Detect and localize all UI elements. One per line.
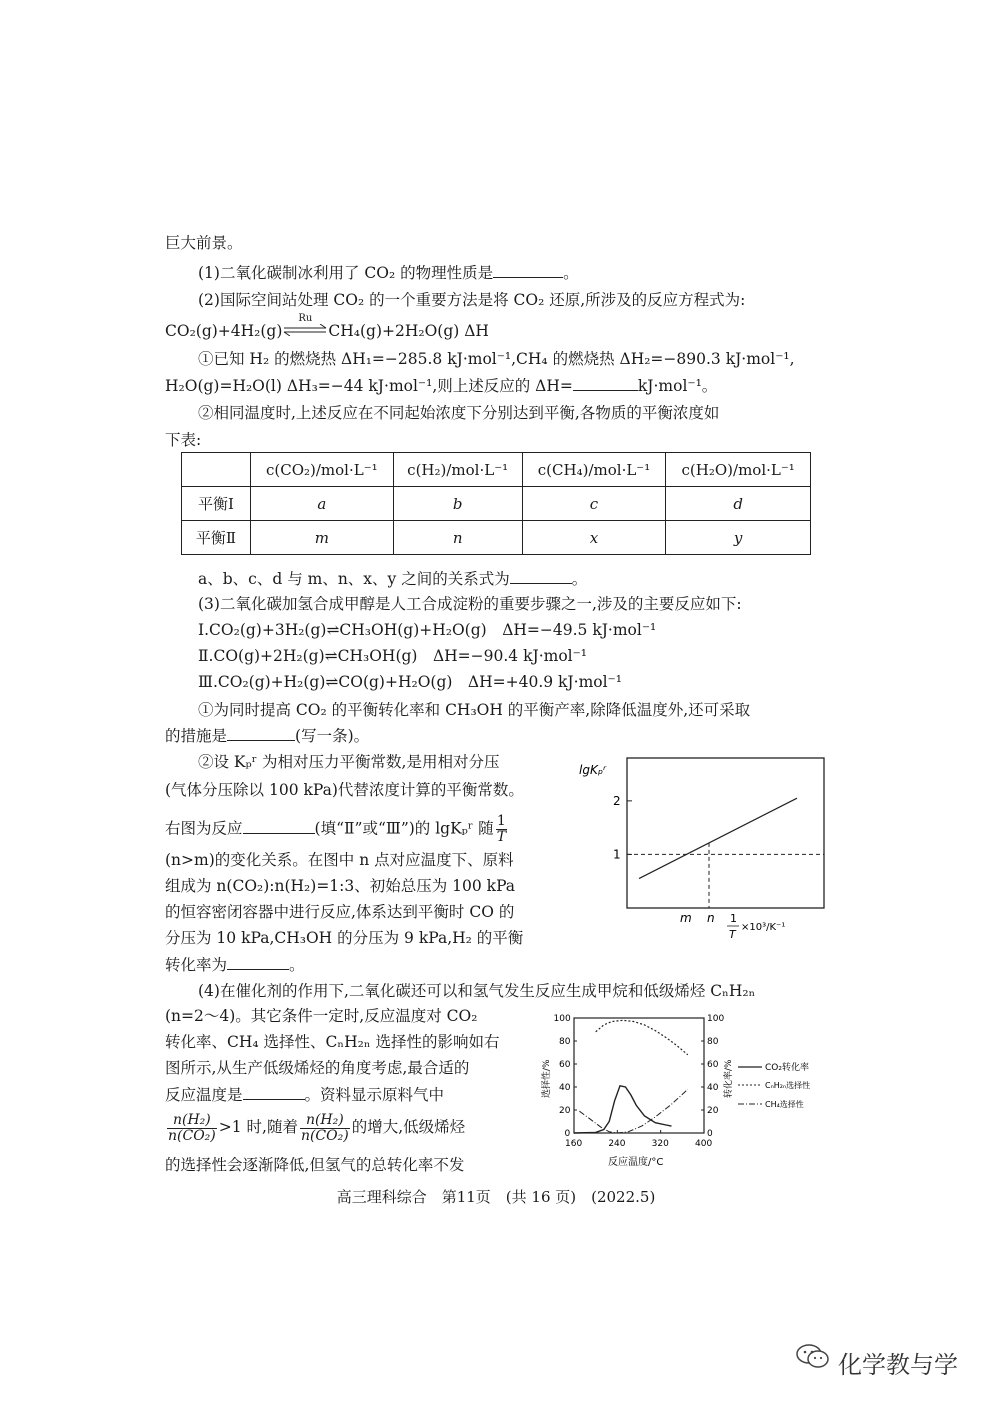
series-ch4-selectivity: [579, 1089, 687, 1133]
table-row: [182, 487, 811, 521]
table-cell: y: [666, 521, 811, 555]
text-line: 图所示,从生产低级烯烃的角度考虑,最合适的: [165, 1059, 470, 1077]
question-1: (1)二氧化碳制冰利用了 CO₂ 的物理性质是 。: [198, 264, 579, 282]
equilibrium-table: [181, 452, 811, 555]
question-3-1: 的措施是 (写一条)。: [165, 727, 370, 745]
answer-blank-6[interactable]: [227, 954, 289, 970]
table-cell: n: [393, 521, 522, 555]
y-tick-label-left: 40: [559, 1083, 571, 1093]
legend-item: CH₄选择性: [765, 1100, 804, 1109]
x-tick-label: 320: [651, 1139, 669, 1149]
question-2-2: a、b、c、d 与 m、n、x、y 之间的关系式为 。: [198, 570, 588, 588]
question-2-1: H₂O(g)=H₂O(l) ΔH₃=−44 kJ·mol⁻¹,则上述反应的 ΔH= kJ·mol⁻¹。: [165, 377, 718, 395]
x-label-num: 1: [730, 912, 737, 925]
equation-main: CO₂(g)+4H₂(g) Ru CH₄(g)+2H₂O(g) ΔH: [165, 313, 489, 340]
question-2-intro: (2)国际空间站处理 CO₂ 的一个重要方法是将 CO₂ 还原,所涉及的反应方程式为:: [198, 291, 746, 309]
x-mark-m: m: [680, 911, 692, 925]
question-4: 反应温度是 。资料显示原料气中: [165, 1086, 445, 1104]
question-3-2: 右图为反应 (填“Ⅱ”或“Ⅲ”)的 lgKₚʳ 随 $\frac{1}{T}$: [165, 813, 507, 845]
legend-item: CₙH₂ₙ选择性: [765, 1081, 811, 1090]
text-line: ②相同温度时,上述反应在不同起始浓度下分别达到平衡,各物质的平衡浓度如: [198, 404, 720, 422]
text-line: 的恒容密闭容器中进行反应,体系达到平衡时 CO 的: [165, 903, 515, 921]
table-cell: c(CO₂)/mol·L⁻¹: [251, 453, 394, 487]
table-header-row: [182, 453, 811, 487]
y-tick-label-right: 0: [707, 1129, 713, 1139]
text-line: (n>m)的变化关系。在图中 n 点对应温度下、原料: [165, 851, 514, 869]
x-tick-label: 240: [608, 1139, 626, 1149]
x-tick-label: 160: [565, 1139, 583, 1149]
answer-blank-4[interactable]: [227, 725, 295, 741]
temperature-chart: [540, 1008, 830, 1173]
answer-blank-5[interactable]: [243, 818, 315, 834]
wechat-icon: [795, 1342, 831, 1370]
text-line: ②设 Kₚʳ 为相对压力平衡常数,是用相对分压: [198, 753, 500, 771]
y-tick-label-right: 20: [707, 1106, 719, 1116]
reaction-3: Ⅲ.CO₂(g)+H₂(g)⇌CO(g)+H₂O(g) ΔH=+40.9 kJ·mol⁻¹: [198, 673, 622, 691]
answer-blank-7[interactable]: [243, 1084, 305, 1100]
y-axis-label: lgKₚʳ: [579, 763, 607, 777]
table-cell: x: [522, 521, 666, 555]
text-line: 的选择性会逐渐降低,但氢气的总转化率不发: [165, 1156, 465, 1174]
y-tick-label-right: 80: [707, 1037, 719, 1047]
text-line: (n=2～4)。其它条件一定时,反应温度对 CO₂: [165, 1007, 478, 1025]
right-axis-label: 转化率/%: [724, 1059, 734, 1098]
table-cell: 平衡Ⅰ: [182, 487, 251, 521]
text-line: 分压为 10 kPa,CH₃OH 的分压为 9 kPa,H₂ 的平衡: [165, 929, 524, 947]
question-3-intro: (3)二氧化碳加氢合成甲醇是人工合成淀粉的重要步骤之一,涉及的主要反应如下:: [198, 595, 742, 613]
table-cell: b: [393, 487, 522, 521]
table-row: [182, 521, 811, 555]
reaction-1: Ⅰ.CO₂(g)+3H₂(g)⇌CH₃OH(g)+H₂O(g) ΔH=−49.5 kJ·mol⁻¹: [198, 621, 657, 639]
y-tick-label-left: 100: [553, 1014, 571, 1024]
table-cell: c(H₂O)/mol·L⁻¹: [666, 453, 811, 487]
text-line: 巨大前景。: [165, 234, 243, 252]
table-cell: 平衡Ⅱ: [182, 521, 251, 555]
text-line: 下表:: [165, 431, 202, 449]
lgkp-chart: [575, 750, 830, 945]
question-3-2-end: 转化率为 。: [165, 956, 305, 974]
table-cell: c(CH₄)/mol·L⁻¹: [522, 453, 666, 487]
y-tick-label-left: 60: [559, 1060, 571, 1070]
question-4-intro: (4)在催化剂的作用下,二氧化碳还可以和氢气发生反应生成甲烷和低级烯烃 CₙH₂ₙ: [198, 982, 756, 1000]
x-axis-label: 反应温度/°C: [608, 1157, 664, 1168]
text-line: 组成为 n(CO₂):n(H₂)=1:3、初始总压为 100 kPa: [165, 877, 516, 895]
plot-frame: [627, 758, 824, 908]
text-line: (气体分压除以 100 kPa)代替浓度计算的平衡常数。: [165, 781, 524, 799]
answer-blank-2[interactable]: [573, 375, 638, 391]
table-cell: c: [522, 487, 666, 521]
table-cell: c(H₂)/mol·L⁻¹: [393, 453, 522, 487]
x-mark-n: n: [707, 911, 715, 925]
lgkp-line: [639, 798, 797, 878]
y-tick-label: 2: [613, 793, 621, 808]
watermark-text: 化学教与学: [838, 1351, 958, 1379]
plot-frame: [574, 1018, 704, 1133]
y-tick-label-left: 80: [559, 1037, 571, 1047]
legend-item: CO₂转化率: [765, 1063, 809, 1073]
answer-blank-3[interactable]: [510, 568, 572, 584]
text-line: ①为同时提高 CO₂ 的平衡转化率和 CH₃OH 的平衡产率,除降低温度外,还可采取: [198, 701, 751, 719]
reaction-2: Ⅱ.CO(g)+2H₂(g)⇌CH₃OH(g) ΔH=−90.4 kJ·mol⁻¹: [198, 647, 587, 665]
table-cell: a: [251, 487, 394, 521]
y-tick-label: 1: [613, 847, 621, 862]
x-label-den: T: [729, 928, 736, 941]
page-footer: 高三理科综合 第11页 (共 16 页) (2022.5): [336, 1188, 656, 1206]
y-tick-label-right: 40: [707, 1083, 719, 1093]
table-cell: [182, 453, 251, 487]
left-axis-label: 选择性/%: [542, 1059, 552, 1098]
text-line: $\frac{\text{n(H₂)}}{\text{n(CO₂)}}$ >1 时,随着 $\frac{\text{n(H₂)}}{\text{n(CO₂)}}$ 的增大,低级烯烃: [168, 1111, 466, 1144]
series-olefin-selectivity: [596, 1020, 688, 1055]
y-tick-label-right: 100: [707, 1014, 725, 1024]
x-label-unit: ×10³/K⁻¹: [741, 922, 786, 933]
table-cell: m: [251, 521, 394, 555]
text-line: 转化率、CH₄ 选择性、CₙH₂ₙ 选择性的影响如右: [165, 1033, 500, 1051]
text-line: ①已知 H₂ 的燃烧热 ΔH₁=−285.8 kJ·mol⁻¹,CH₄ 的燃烧热 ΔH₂=−890.3 kJ·mol⁻¹,: [198, 350, 795, 368]
y-tick-label-left: 0: [564, 1129, 571, 1139]
x-tick-label: 400: [695, 1139, 713, 1149]
chart-legend: [738, 1061, 810, 1109]
table-cell: d: [666, 487, 811, 521]
y-tick-label-right: 60: [707, 1060, 719, 1070]
series-co2-conversion: [574, 1086, 672, 1133]
answer-blank-1[interactable]: [493, 262, 563, 278]
y-tick-label-left: 20: [559, 1106, 571, 1116]
